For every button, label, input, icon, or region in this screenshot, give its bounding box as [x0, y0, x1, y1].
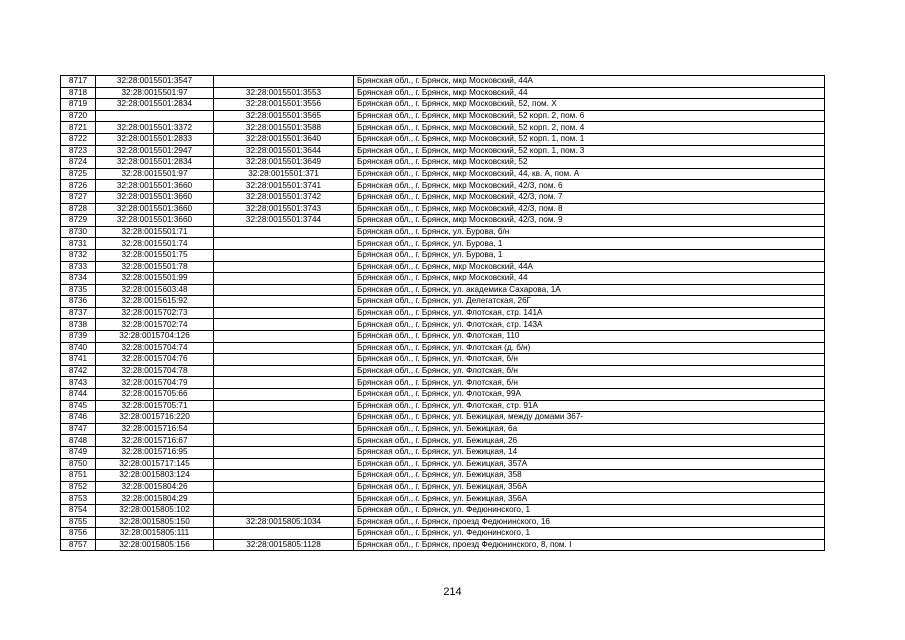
row-number-cell: 8733	[61, 261, 96, 273]
row-number-cell: 8737	[61, 307, 96, 319]
object-cadastral-number-cell	[214, 412, 354, 424]
address-cell: Брянская обл., г. Брянск, мкр Московский, 42/3, пом. 8	[354, 203, 825, 215]
cadastral-number-cell: 32:28:0015501:2834	[96, 99, 214, 111]
row-number-cell: 8740	[61, 342, 96, 354]
table-row	[61, 447, 825, 459]
address-cell: Брянская обл., г. Брянск, ул. Бежицкая, 6а	[354, 423, 825, 435]
object-cadastral-number-cell	[214, 423, 354, 435]
row-number-cell: 8722	[61, 133, 96, 145]
table-row	[61, 180, 825, 192]
object-cadastral-number-cell	[214, 435, 354, 447]
table-row	[61, 157, 825, 169]
row-number-cell: 8732	[61, 249, 96, 261]
address-cell: Брянская обл., г. Брянск, мкр Московский, 44	[354, 87, 825, 99]
row-number-cell: 8730	[61, 226, 96, 238]
object-cadastral-number-cell	[214, 307, 354, 319]
cadastral-number-cell: 32:28:0015501:3660	[96, 215, 214, 227]
object-cadastral-number-cell: 32:28:0015501:3565	[214, 110, 354, 122]
object-cadastral-number-cell: 32:28:0015501:3742	[214, 191, 354, 203]
object-cadastral-number-cell	[214, 377, 354, 389]
object-cadastral-number-cell	[214, 481, 354, 493]
object-cadastral-number-cell	[214, 319, 354, 331]
row-number-cell: 8736	[61, 296, 96, 308]
cadastral-number-cell: 32:28:0015704:78	[96, 365, 214, 377]
row-number-cell: 8739	[61, 331, 96, 343]
object-cadastral-number-cell	[214, 458, 354, 470]
object-cadastral-number-cell: 32:28:0015501:3649	[214, 157, 354, 169]
cadastral-number-cell: 32:28:0015716:220	[96, 412, 214, 424]
table-row	[61, 528, 825, 540]
table-row	[61, 481, 825, 493]
table-row	[61, 365, 825, 377]
address-cell: Брянская обл., г. Брянск, ул. Бежицкая, 14	[354, 447, 825, 459]
object-cadastral-number-cell: 32:28:0015501:3556	[214, 99, 354, 111]
row-number-cell: 8747	[61, 423, 96, 435]
row-number-cell: 8717	[61, 76, 96, 88]
table-row	[61, 226, 825, 238]
object-cadastral-number-cell	[214, 365, 354, 377]
address-cell: Брянская обл., г. Брянск, мкр Московский, 44А	[354, 76, 825, 88]
row-number-cell: 8756	[61, 528, 96, 540]
object-cadastral-number-cell	[214, 284, 354, 296]
row-number-cell: 8755	[61, 516, 96, 528]
object-cadastral-number-cell	[214, 354, 354, 366]
table-row	[61, 168, 825, 180]
row-number-cell: 8744	[61, 389, 96, 401]
row-number-cell: 8721	[61, 122, 96, 134]
row-number-cell: 8734	[61, 273, 96, 285]
table-row	[61, 133, 825, 145]
object-cadastral-number-cell	[214, 296, 354, 308]
table-row	[61, 284, 825, 296]
cadastral-number-cell: 32:28:0015804:26	[96, 481, 214, 493]
row-number-cell: 8750	[61, 458, 96, 470]
table-row	[61, 423, 825, 435]
address-cell: Брянская обл., г. Брянск, ул. Делегатская, 26Г	[354, 296, 825, 308]
object-cadastral-number-cell: 32:28:0015501:3644	[214, 145, 354, 157]
row-number-cell: 8741	[61, 354, 96, 366]
table-row	[61, 354, 825, 366]
table-row	[61, 493, 825, 505]
object-cadastral-number-cell	[214, 470, 354, 482]
table-row	[61, 296, 825, 308]
cadastral-number-cell: 32:28:0015805:102	[96, 504, 214, 516]
row-number-cell: 8745	[61, 400, 96, 412]
object-cadastral-number-cell: 32:28:0015501:3741	[214, 180, 354, 192]
address-cell: Брянская обл., г. Брянск, ул. Флотская, 110	[354, 331, 825, 343]
table-row	[61, 99, 825, 111]
cadastral-number-cell: 32:28:0015501:97	[96, 168, 214, 180]
object-cadastral-number-cell	[214, 226, 354, 238]
table-row	[61, 249, 825, 261]
object-cadastral-number-cell	[214, 447, 354, 459]
cadastral-number-cell: 32:28:0015501:3372	[96, 122, 214, 134]
object-cadastral-number-cell	[214, 528, 354, 540]
table-row	[61, 215, 825, 227]
cadastral-number-cell: 32:28:0015716:67	[96, 435, 214, 447]
object-cadastral-number-cell: 32:28:0015501:3588	[214, 122, 354, 134]
table-row	[61, 191, 825, 203]
registry-table	[60, 75, 825, 551]
cadastral-number-cell: 32:28:0015804:29	[96, 493, 214, 505]
table-row	[61, 470, 825, 482]
address-cell: Брянская обл., г. Брянск, мкр Московский, 42/3, пом. 9	[354, 215, 825, 227]
table-row	[61, 307, 825, 319]
row-number-cell: 8719	[61, 99, 96, 111]
object-cadastral-number-cell	[214, 331, 354, 343]
cadastral-number-cell: 32:28:0015716:54	[96, 423, 214, 435]
address-cell: Брянская обл., г. Брянск, ул. Флотская (д. б/н)	[354, 342, 825, 354]
cadastral-number-cell: 32:28:0015501:3660	[96, 180, 214, 192]
object-cadastral-number-cell	[214, 261, 354, 273]
cadastral-number-cell: 32:28:0015805:111	[96, 528, 214, 540]
table-row	[61, 435, 825, 447]
cadastral-number-cell	[96, 110, 214, 122]
address-cell: Брянская обл., г. Брянск, ул. Федюнинского, 1	[354, 528, 825, 540]
cadastral-number-cell: 32:28:0015805:150	[96, 516, 214, 528]
object-cadastral-number-cell	[214, 238, 354, 250]
object-cadastral-number-cell	[214, 400, 354, 412]
table-row	[61, 400, 825, 412]
address-cell: Брянская обл., г. Брянск, мкр Московский, 52	[354, 157, 825, 169]
cadastral-number-cell: 32:28:0015702:73	[96, 307, 214, 319]
address-cell: Брянская обл., г. Брянск, мкр Московский, 42/3, пом. 6	[354, 180, 825, 192]
cadastral-number-cell: 32:28:0015805:156	[96, 539, 214, 551]
table-row	[61, 377, 825, 389]
address-cell: Брянская обл., г. Брянск, ул. Флотская, стр. 141А	[354, 307, 825, 319]
address-cell: Брянская обл., г. Брянск, мкр Московский, 52 корп. 1, пом. 1	[354, 133, 825, 145]
cadastral-number-cell: 32:28:0015501:3660	[96, 203, 214, 215]
address-cell: Брянская обл., г. Брянск, ул. академика Сахарова, 1А	[354, 284, 825, 296]
row-number-cell: 8720	[61, 110, 96, 122]
row-number-cell: 8735	[61, 284, 96, 296]
address-cell: Брянская обл., г. Брянск, ул. Бурова, б/н	[354, 226, 825, 238]
table-row	[61, 145, 825, 157]
address-cell: Брянская обл., г. Брянск, ул. Флотская, б/н	[354, 354, 825, 366]
cadastral-number-cell: 32:28:0015501:78	[96, 261, 214, 273]
cadastral-number-cell: 32:28:0015803:124	[96, 470, 214, 482]
row-number-cell: 8749	[61, 447, 96, 459]
cadastral-number-cell: 32:28:0015704:79	[96, 377, 214, 389]
row-number-cell: 8726	[61, 180, 96, 192]
table-row	[61, 238, 825, 250]
cadastral-number-cell: 32:28:0015704:76	[96, 354, 214, 366]
cadastral-number-cell: 32:28:0015501:75	[96, 249, 214, 261]
address-cell: Брянская обл., г. Брянск, ул. Бежицкая, 26	[354, 435, 825, 447]
object-cadastral-number-cell	[214, 342, 354, 354]
address-cell: Брянская обл., г. Брянск, проезд Федюнинского, 8, пом. I	[354, 539, 825, 551]
object-cadastral-number-cell: 32:28:0015501:371	[214, 168, 354, 180]
row-number-cell: 8753	[61, 493, 96, 505]
row-number-cell: 8724	[61, 157, 96, 169]
cadastral-number-cell: 32:28:0015501:74	[96, 238, 214, 250]
cadastral-number-cell: 32:28:0015501:99	[96, 273, 214, 285]
table-row	[61, 504, 825, 516]
cadastral-number-cell: 32:28:0015704:126	[96, 331, 214, 343]
row-number-cell: 8729	[61, 215, 96, 227]
address-cell: Брянская обл., г. Брянск, ул. Флотская, 99А	[354, 389, 825, 401]
row-number-cell: 8718	[61, 87, 96, 99]
address-cell: Брянская обл., г. Брянск, ул. Флотская, б/н	[354, 365, 825, 377]
address-cell: Брянская обл., г. Брянск, проезд Федюнинского, 16	[354, 516, 825, 528]
address-cell: Брянская обл., г. Брянск, мкр Московский, 44	[354, 273, 825, 285]
address-cell: Брянская обл., г. Брянск, мкр Московский, 52 корп. 1, пом. 3	[354, 145, 825, 157]
object-cadastral-number-cell: 32:28:0015501:3640	[214, 133, 354, 145]
cadastral-number-cell: 32:28:0015615:92	[96, 296, 214, 308]
registry-table-body	[61, 76, 825, 551]
cadastral-number-cell: 32:28:0015716:95	[96, 447, 214, 459]
table-row	[61, 412, 825, 424]
address-cell: Брянская обл., г. Брянск, ул. Бежицкая, 356А	[354, 481, 825, 493]
object-cadastral-number-cell: 32:28:0015805:1128	[214, 539, 354, 551]
cadastral-number-cell: 32:28:0015603:48	[96, 284, 214, 296]
address-cell: Брянская обл., г. Брянск, мкр Московский, 52, пом. Х	[354, 99, 825, 111]
cadastral-number-cell: 32:28:0015705:71	[96, 400, 214, 412]
object-cadastral-number-cell	[214, 504, 354, 516]
address-cell: Брянская обл., г. Брянск, ул. Бурова, 1	[354, 238, 825, 250]
row-number-cell: 8742	[61, 365, 96, 377]
table-row	[61, 110, 825, 122]
table-row	[61, 261, 825, 273]
cadastral-number-cell: 32:28:0015704:74	[96, 342, 214, 354]
row-number-cell: 8723	[61, 145, 96, 157]
object-cadastral-number-cell: 32:28:0015501:3744	[214, 215, 354, 227]
table-row	[61, 76, 825, 88]
object-cadastral-number-cell	[214, 249, 354, 261]
row-number-cell: 8757	[61, 539, 96, 551]
object-cadastral-number-cell: 32:28:0015501:3553	[214, 87, 354, 99]
row-number-cell: 8728	[61, 203, 96, 215]
address-cell: Брянская обл., г. Брянск, ул. Флотская, б/н	[354, 377, 825, 389]
address-cell: Брянская обл., г. Брянск, мкр Московский, 42/3, пом. 7	[354, 191, 825, 203]
cadastral-number-cell: 32:28:0015501:2834	[96, 157, 214, 169]
object-cadastral-number-cell: 32:28:0015501:3743	[214, 203, 354, 215]
object-cadastral-number-cell	[214, 273, 354, 285]
cadastral-number-cell: 32:28:0015501:3660	[96, 191, 214, 203]
table-row	[61, 389, 825, 401]
address-cell: Брянская обл., г. Брянск, мкр Московский, 44, кв. А, пом. А	[354, 168, 825, 180]
object-cadastral-number-cell	[214, 389, 354, 401]
table-row	[61, 331, 825, 343]
table-row	[61, 273, 825, 285]
address-cell: Брянская обл., г. Брянск, ул. Бежицкая, 356А	[354, 493, 825, 505]
address-cell: Брянская обл., г. Брянск, ул. Бежицкая, 357А	[354, 458, 825, 470]
address-cell: Брянская обл., г. Брянск, мкр Московский, 52 корп. 2, пом. 4	[354, 122, 825, 134]
table-row	[61, 458, 825, 470]
table-row	[61, 516, 825, 528]
cadastral-number-cell: 32:28:0015501:2947	[96, 145, 214, 157]
address-cell: Брянская обл., г. Брянск, ул. Бежицкая, между домами 367-	[354, 412, 825, 424]
row-number-cell: 8743	[61, 377, 96, 389]
cadastral-number-cell: 32:28:0015501:3547	[96, 76, 214, 88]
table-row	[61, 319, 825, 331]
cadastral-number-cell: 32:28:0015501:97	[96, 87, 214, 99]
cadastral-number-cell: 32:28:0015501:2833	[96, 133, 214, 145]
table-row	[61, 539, 825, 551]
cadastral-number-cell: 32:28:0015705:66	[96, 389, 214, 401]
row-number-cell: 8751	[61, 470, 96, 482]
address-cell: Брянская обл., г. Брянск, ул. Флотская, стр. 143А	[354, 319, 825, 331]
address-cell: Брянская обл., г. Брянск, ул. Бежицкая, 358	[354, 470, 825, 482]
cadastral-number-cell: 32:28:0015501:71	[96, 226, 214, 238]
object-cadastral-number-cell: 32:28:0015805:1034	[214, 516, 354, 528]
row-number-cell: 8727	[61, 191, 96, 203]
row-number-cell: 8725	[61, 168, 96, 180]
table-row	[61, 87, 825, 99]
object-cadastral-number-cell	[214, 493, 354, 505]
row-number-cell: 8738	[61, 319, 96, 331]
table-row	[61, 342, 825, 354]
address-cell: Брянская обл., г. Брянск, мкр Московский, 44А	[354, 261, 825, 273]
cadastral-number-cell: 32:28:0015717:145	[96, 458, 214, 470]
row-number-cell: 8752	[61, 481, 96, 493]
row-number-cell: 8748	[61, 435, 96, 447]
row-number-cell: 8731	[61, 238, 96, 250]
address-cell: Брянская обл., г. Брянск, мкр Московский, 52 корп. 2, пом. 6	[354, 110, 825, 122]
row-number-cell: 8746	[61, 412, 96, 424]
address-cell: Брянская обл., г. Брянск, ул. Бурова, 1	[354, 249, 825, 261]
address-cell: Брянская обл., г. Брянск, ул. Флотская, стр. 91А	[354, 400, 825, 412]
row-number-cell: 8754	[61, 504, 96, 516]
table-row	[61, 122, 825, 134]
page-number: 214	[443, 586, 462, 598]
object-cadastral-number-cell	[214, 76, 354, 88]
address-cell: Брянская обл., г. Брянск, ул. Федюнинского, 1	[354, 504, 825, 516]
table-row	[61, 203, 825, 215]
cadastral-number-cell: 32:28:0015702:74	[96, 319, 214, 331]
